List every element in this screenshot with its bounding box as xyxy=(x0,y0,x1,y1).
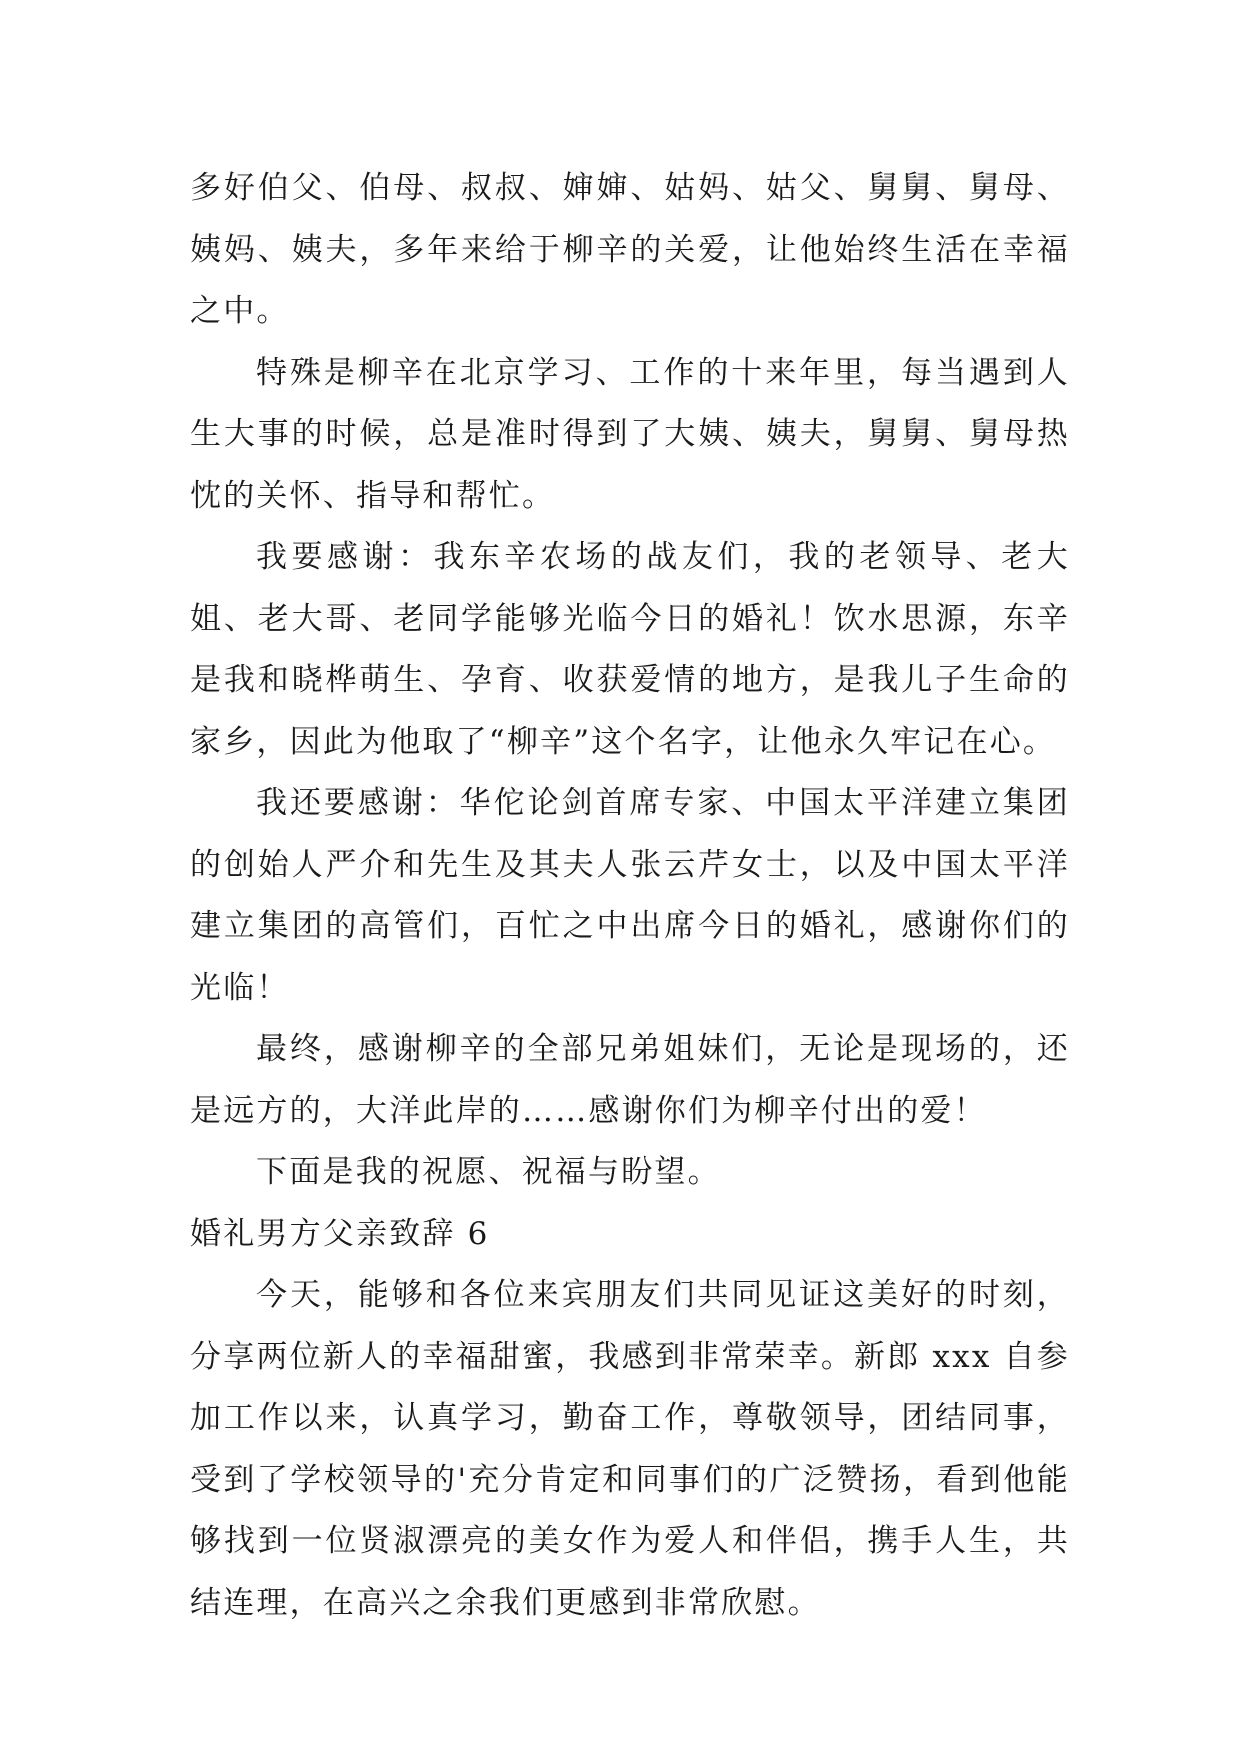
paragraph-wishes-intro: 下面是我的祝愿、祝福与盼望。 xyxy=(256,1154,721,1190)
section-heading: 婚礼男方父亲致辞 6 xyxy=(190,1215,490,1252)
paragraph-dongxin-comrades: 我要感谢：我东辛农场的战友们，我的老领导、老大姐、老大哥、老同学能够光临今日的婚礼！饮水思源，东辛是我和晓桦萌生、孕育、收获爱情的地方，是我儿子生命的家乡，因此为他取了“柳辛”这个名字，让他永久牢记在心。 xyxy=(190,539,1070,760)
paragraph-speech-6: 今天，能够和各位来宾朋友们共同见证这美好的时刻，分享两位新人的幸福甜蜜，我感到非常荣幸。新郎 xxx 自参加工作以来，认真学习，勤奋工作，尊敬领导，团结同事，受到了学校领导的'充分肯定和同事们的广泛赞扬，看到他能够找到一位贤淑漂亮的美女作为爱人和伴侣，携手人生，共结连理，在高兴之余我们更感到非常欣慰。 xyxy=(190,1277,1070,1621)
paragraph-relatives-thanks: 多好伯父、伯母、叔叔、婶婶、姑妈、姑父、舅舅、舅母、姨妈、姨夫，多年来给于柳辛的关爱，让他始终生活在幸福之中。 xyxy=(190,170,1070,329)
paragraph-pacific-group: 我还要感谢：华佗论剑首席专家、中国太平洋建立集团的创始人严介和先生及其夫人张云芹女士，以及中国太平洋建立集团的高管们，百忙之中出席今日的婚礼，感谢你们的光临！ xyxy=(190,785,1070,1006)
document-body xyxy=(190,158,1070,1634)
paragraph-siblings: 最终，感谢柳辛的全部兄弟姐妹们，无论是现场的，还是远方的，大洋此岸的……感谢你们为柳辛付出的爱！ xyxy=(190,1031,1070,1129)
paragraph-beijing-years: 特殊是柳辛在北京学习、工作的十来年里，每当遇到人生大事的时候，总是准时得到了大姨、姨夫，舅舅、舅母热忱的关怀、指导和帮忙。 xyxy=(190,354,1070,514)
